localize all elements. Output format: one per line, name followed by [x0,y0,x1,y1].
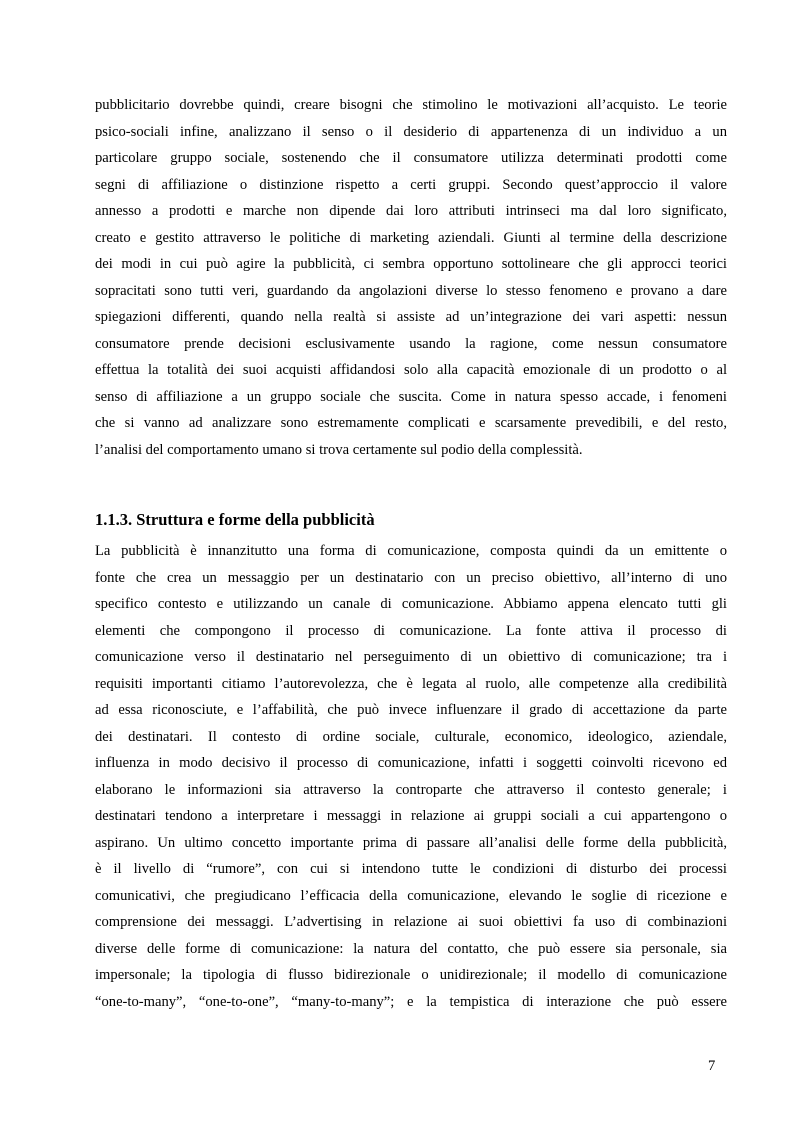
text-line: annesso a prodotti e marche non dipende dai loro attributi intrinseci ma dal loro significato, [95,203,727,219]
text-line: consumatore prende decisioni esclusivamente usando la ragione, come nessun consumatore [95,335,727,352]
text-line: elaborano le informazioni sia attraverso la controparte che attraverso il contesto generale; i [95,781,727,798]
text-line: comunicativi, che pregiudicano l’efficacia della comunicazione, elevando le soglie di ricezione e [95,887,727,904]
section-heading: 1.1.3. Struttura e forme della pubblicità [95,510,375,529]
paragraph-intro [95,92,727,463]
text-line: senso di affiliazione a un gruppo sociale che suscita. Come in natura spesso accade, i fenomeni [95,388,727,405]
text-line: pubblicitario dovrebbe quindi, creare bisogni che stimolino le motivazioni all’acquisto. Le teorie [95,97,727,113]
text-line: elementi che compongono il processo di comunicazione. La fonte attiva il processo di [95,622,727,639]
text-line: impersonale; la tipologia di flusso bidirezionale o unidirezionale; il modello di comunicazione [95,967,727,983]
text-line: è il livello di “rumore”, con cui si intendono tutte le condizioni di disturbo dei processi [95,861,727,877]
text-line: comprensione dei messaggi. L’advertising in relazione ai suoi obiettivi fa uso di combinazioni [95,914,727,930]
text-line: spiegazioni differenti, quando nella realtà si assiste ad un’integrazione dei vari aspetti: nessun [95,309,727,325]
text-line: destinatari tendono a interpretare i messaggi in relazione ai gruppi sociali a cui appartengono o [95,808,727,824]
text-line: influenza in modo decisivo il processo di comunicazione, infatti i soggetti coinvolti ricevono ed [95,755,727,771]
text-line: requisiti importanti citiamo l’autorevolezza, che è legata al ruolo, alle competenze alla credibilità [95,675,727,692]
text-line: segni di affiliazione o distinzione rispetto a certi gruppi. Secondo quest’approccio il valore [95,176,727,193]
text-line: La pubblicità è innanzitutto una forma di comunicazione, composta quindi da un emittente o [95,543,727,559]
text-line: che si vanno ad analizzare sono estremamente complicati e scarsamente prevedibili, e del resto, [95,415,727,431]
text-line: comunicazione verso il destinatario nel perseguimento di un obiettivo di comunicazione; tra i [95,649,727,665]
text-line: effettua la totalità dei suoi acquisti affidandosi solo alla capacità emozionale di un prodotto o al [95,362,727,378]
text-line: specifico contesto e utilizzando un canale di comunicazione. Abbiamo appena elencato tutti gli [95,596,727,612]
text-line: dei modi in cui può agire la pubblicità, ci sembra opportuno sottolineare che gli approcci teorici [95,256,727,272]
page-number: 7 [708,1058,716,1074]
paragraph-structure [95,538,727,1015]
text-line: sopracitati sono tutti veri, guardando da angolazioni diverse lo stesso fenomeno e provano a dare [95,282,727,299]
text-line: dei destinatari. Il contesto di ordine sociale, culturale, economico, ideologico, aziendale, [95,728,727,745]
text-line: psico-sociali infine, analizzano il senso o il desiderio di appartenenza di un individuo a un [95,123,727,140]
text-line: “one-to-many”, “one-to-one”, “many-to-many”; e la tempistica di interazione che può essere [95,993,727,1010]
text-line: diverse delle forme di comunicazione: la natura del contatto, che può essere sia personale, sia [95,940,727,957]
text-line: creato e gestito attraverso le politiche di marketing aziendali. Giunti al termine della descrizione [95,229,727,246]
text-line: particolare gruppo sociale, sostenendo che il consumatore utilizza determinati prodotti come [95,150,727,166]
text-line: aspirano. Un ultimo concetto importante prima di passare all’analisi delle forme della pubblicità, [95,834,727,851]
text-line: ad essa riconosciute, e l’affabilità, che può invece influenzare il grado di accettazione da parte [95,702,727,718]
text-line: fonte che crea un messaggio per un destinatario con un preciso obiettivo, all’interno di uno [95,569,727,586]
text-line: l’analisi del comportamento umano si trova certamente sul podio della complessità. [95,441,583,458]
